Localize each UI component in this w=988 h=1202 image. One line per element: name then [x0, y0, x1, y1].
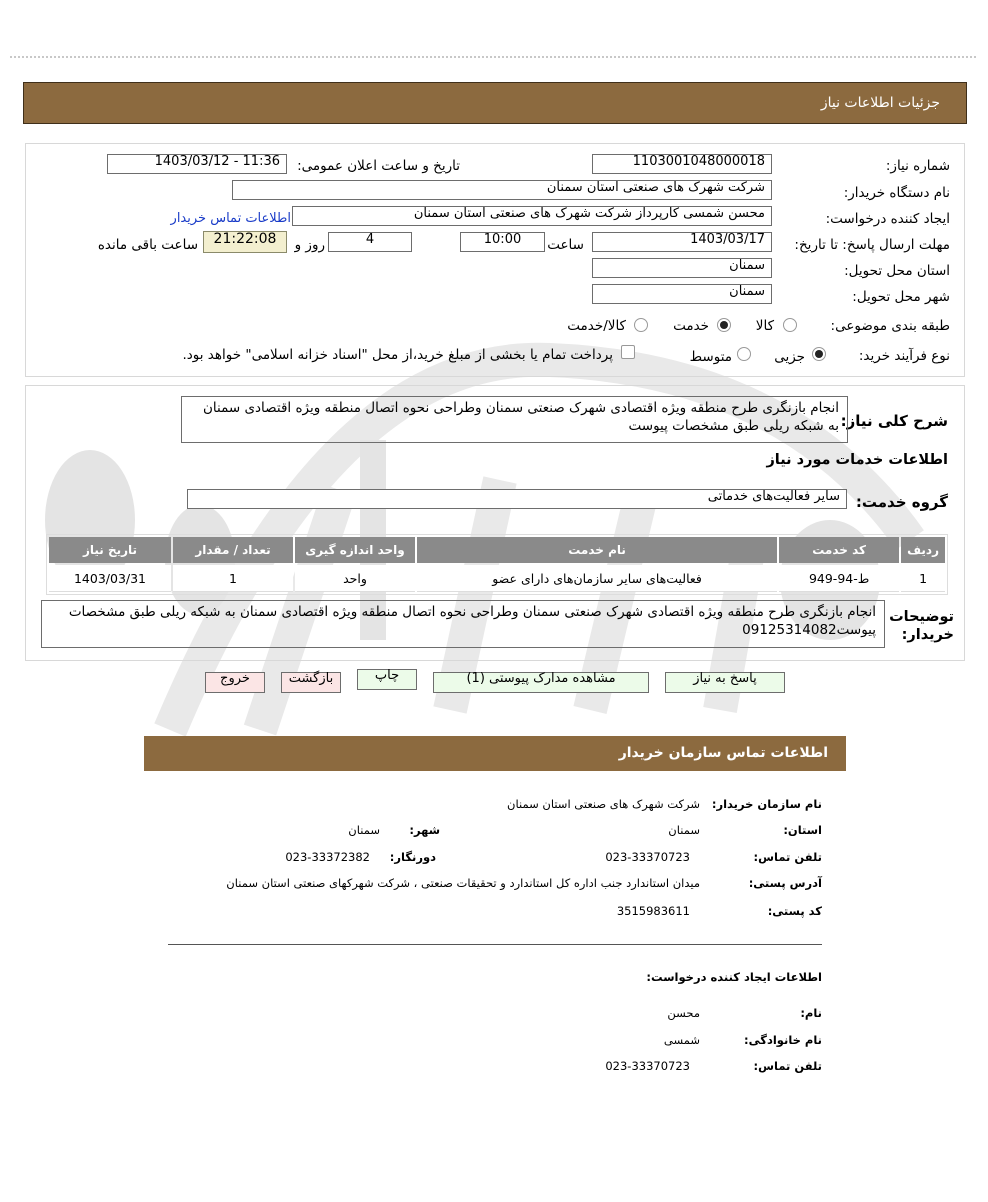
- remaining-label: ساعت باقی مانده: [97, 237, 198, 253]
- buyer-notes-label: توضیحات خریدار:: [889, 609, 954, 643]
- need-info-panel: [25, 143, 965, 377]
- deadline-time-field: 10:00: [460, 232, 545, 252]
- top-divider: [10, 56, 976, 58]
- postal-value: 3515983611: [616, 904, 690, 918]
- city-field: سمنان: [592, 284, 772, 304]
- contact-phone-value: 023-33370723: [605, 850, 690, 864]
- need-number-field: 1103001048000018: [592, 154, 772, 174]
- org-name-value: شرکت شهرک های صنعتی استان سمنان: [507, 797, 700, 811]
- th-service-code: کد خدمت: [779, 537, 899, 563]
- process-label: نوع فرآیند خرید:: [858, 348, 950, 364]
- process-radio-medium[interactable]: [737, 347, 751, 361]
- summary-title-label: شرح کلی نیاز:: [840, 412, 948, 430]
- address-value: میدان استاندارد جنب اداره کل استاندارد و تحقیقات صنعتی ، شرکت شهرکهای صنعتی استان سمنان: [226, 876, 700, 890]
- buyer-contact-title: اطلاعات تماس سازمان خریدار: [618, 745, 828, 761]
- creator-phone-value: 023-33370723: [605, 1059, 690, 1073]
- address-label: آدرس پستی:: [748, 876, 822, 890]
- summary-title-box: انجام بازنگری طرح منطقه ویژه اقتصادی شهرک صنعتی سمنان وطراحی نحوه اتصال منطقه ویژه اقتصادی سمنان به شبکه ریلی طبق مشخصات پیوست: [181, 396, 848, 443]
- deadline-hour-label: ساعت: [547, 237, 584, 253]
- days-field: 4: [328, 232, 412, 252]
- announce-field: 1403/03/12 - 11:36: [107, 154, 287, 174]
- creator-phone-label: تلفن تماس:: [753, 1059, 822, 1073]
- category-label: طبقه بندی موضوعی:: [830, 318, 950, 334]
- first-name-value: محسن: [667, 1006, 700, 1020]
- contact-province-label: استان:: [783, 823, 822, 837]
- process-option-medium: متوسط: [689, 349, 732, 365]
- category-radio-goods[interactable]: [783, 318, 797, 332]
- treasury-note: پرداخت تمام یا بخشی از مبلغ خرید،از محل "اسناد خزانه اسلامی" خواهد بود.: [182, 347, 613, 363]
- services-table: [47, 535, 947, 594]
- service-group-label: گروه خدمت:: [855, 493, 948, 511]
- services-table-wrapper: [46, 534, 948, 595]
- contact-fax-value: 023-33372382: [285, 850, 370, 864]
- cell-service-name: فعالیت‌های سایر سازمان‌های دارای عضو: [417, 565, 777, 592]
- page-header: [23, 82, 967, 124]
- province-field: سمنان: [592, 258, 772, 278]
- reply-button[interactable]: پاسخ به نیاز: [665, 672, 785, 693]
- back-button[interactable]: بازگشت: [281, 672, 341, 693]
- contact-divider: [168, 944, 822, 945]
- org-name-label: نام سازمان خریدار:: [711, 797, 822, 811]
- page-title: جزئیات اطلاعات نیاز: [820, 95, 940, 111]
- category-radio-service[interactable]: [717, 318, 731, 332]
- creator-heading: اطلاعات ایجاد کننده درخواست:: [646, 970, 822, 984]
- th-service-name: نام خدمت: [417, 537, 777, 563]
- cell-need-date: 1403/03/31: [49, 565, 171, 592]
- need-number-label: شماره نیاز:: [885, 158, 950, 174]
- service-group-field: سایر فعالیت‌های خدماتی: [187, 489, 847, 509]
- category-option-service: خدمت: [673, 318, 709, 334]
- city-label: شهر محل تحویل:: [852, 289, 950, 305]
- process-option-minor: جزیی: [774, 349, 805, 365]
- category-radio-goods-service[interactable]: [634, 318, 648, 332]
- th-row: ردیف: [901, 537, 945, 563]
- contact-province-value: سمنان: [668, 823, 700, 837]
- deadline-label: مهلت ارسال پاسخ: تا تاریخ:: [794, 237, 950, 253]
- requester-label: ایجاد کننده درخواست:: [825, 211, 950, 227]
- postal-label: کد پستی:: [767, 904, 822, 918]
- cell-row: 1: [901, 565, 945, 592]
- buyer-contact-header: [144, 736, 846, 771]
- exit-button[interactable]: خروج: [205, 672, 265, 693]
- th-need-date: تاریخ نیاز: [49, 537, 171, 563]
- contact-fax-label: دورنگار:: [389, 850, 436, 864]
- table-row: [49, 565, 945, 592]
- th-unit: واحد اندازه گیری: [295, 537, 415, 563]
- services-heading: اطلاعات خدمات مورد نیاز: [766, 452, 948, 468]
- remaining-timer: 21:22:08: [203, 231, 287, 253]
- contact-city-label: شهر:: [409, 823, 440, 837]
- first-name-label: نام:: [800, 1006, 822, 1020]
- process-radio-minor[interactable]: [812, 347, 826, 361]
- last-name-label: نام خانوادگی:: [744, 1033, 822, 1047]
- province-label: استان محل تحویل:: [844, 263, 950, 279]
- days-label: روز و: [294, 237, 325, 253]
- buyer-org-field: شرکت شهرک های صنعتی استان سمنان: [232, 180, 772, 200]
- th-quantity: تعداد / مقدار: [173, 537, 293, 563]
- attachments-button[interactable]: مشاهده مدارک پیوستی (1): [433, 672, 649, 693]
- announce-label: تاریخ و ساعت اعلان عمومی:: [297, 158, 460, 174]
- print-button[interactable]: چاپ: [357, 669, 417, 690]
- treasury-checkbox[interactable]: [621, 345, 635, 359]
- contact-city-value: سمنان: [348, 823, 380, 837]
- category-option-goods: کالا: [755, 318, 774, 334]
- cell-unit: واحد: [295, 565, 415, 592]
- contact-phone-label: تلفن تماس:: [753, 850, 822, 864]
- buyer-notes-box: انجام بازنگری طرح منطقه ویژه اقتصادی شهرک صنعتی سمنان وطراحی نحوه اتصال منطقه ویژه اقتصادی سمنان به شبکه ریلی طبق مشخصات پیوست09125314082: [41, 600, 885, 648]
- buyer-contact-link[interactable]: اطلاعات تماس خریدار: [170, 211, 291, 226]
- cell-quantity: 1: [173, 565, 293, 592]
- last-name-value: شمسی: [663, 1033, 700, 1047]
- cell-service-code: ط-94-949: [779, 565, 899, 592]
- requester-field: محسن شمسی کارپرداز شرکت شهرک های صنعتی استان سمنان: [292, 206, 772, 226]
- buyer-org-label: نام دستگاه خریدار:: [843, 185, 950, 201]
- deadline-date-field: 1403/03/17: [592, 232, 772, 252]
- category-option-goods-service: کالا/خدمت: [567, 318, 626, 334]
